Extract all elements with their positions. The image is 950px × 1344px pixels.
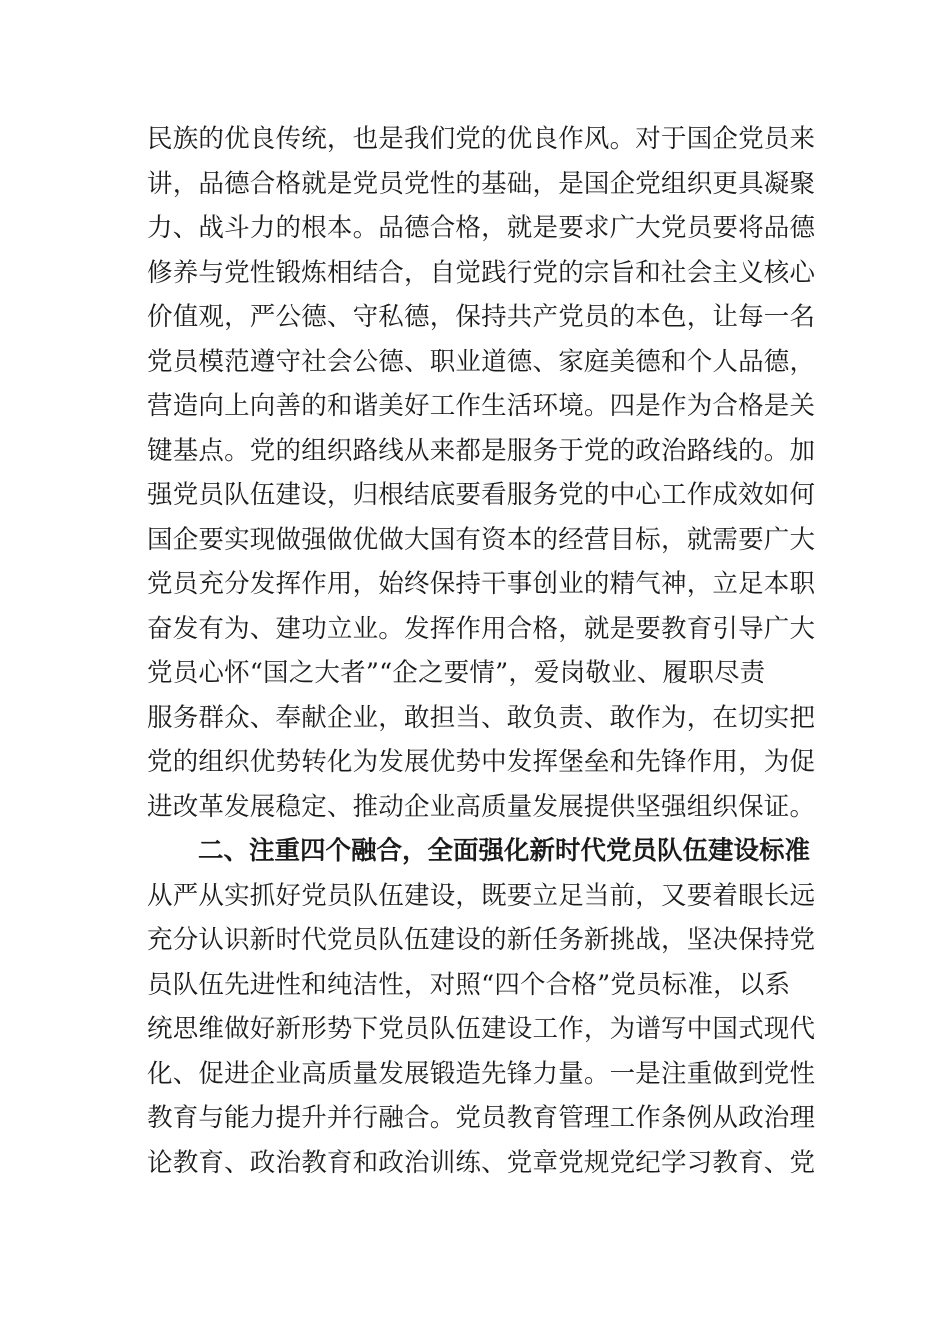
text-line: 讲，品德合格就是党员党性的基础，是国企党组织更具凝聚 — [147, 168, 816, 199]
text-line: 化、促进企业高质量发展锻造先锋力量。一是注重做到党性 — [147, 1058, 816, 1089]
text-line: 服务群众、奉献企业，敢担当、敢负责、敢作为，在切实把 — [147, 702, 816, 733]
text-line: 力、战斗力的根本。品德合格，就是要求广大党员要将品德 — [147, 213, 816, 243]
body-text — [147, 117, 816, 1185]
text-line: 党的组织优势转化为发展优势中发挥堡垒和先锋作用，为促 — [147, 747, 816, 777]
text-line: 论教育、政治教育和政治训练、党章党规党纪学习教育、党 — [147, 1147, 816, 1178]
text-line: 国企要实现做强做优做大国有资本的经营目标，就需要广大 — [147, 524, 816, 555]
text-line: 党员充分发挥作用，始终保持干事创业的精气神，立足本职 — [147, 569, 816, 599]
text-line: 从严从实抓好党员队伍建设，既要立足当前，又要着眼长远 — [147, 880, 816, 911]
section-heading: 二、注重四个融合，全面强化新时代党员队伍建设标准 — [198, 836, 811, 866]
text-line: 充分认识新时代党员队伍建设的新任务新挑战，坚决保持党 — [147, 925, 816, 955]
text-line: 统思维做好新形势下党员队伍建设工作，为谱写中国式现代 — [147, 1014, 816, 1044]
text-line: 修养与党性锻炼相结合，自觉践行党的宗旨和社会主义核心 — [147, 257, 816, 288]
text-line: 员队伍先进性和纯洁性，对照“四个合格”党员标准，以系 — [147, 969, 791, 1000]
text-line: 民族的优良传统，也是我们党的优良作风。对于国企党员来 — [147, 124, 816, 154]
text-line: 教育与能力提升并行融合。党员教育管理工作条例从政治理 — [147, 1103, 816, 1133]
text-line: 党员心怀“国之大者”“企之要情”，爱岗敬业、履职尽责 — [147, 658, 766, 688]
text-line: 键基点。党的组织路线从来都是服务于党的政治路线的。加 — [147, 435, 816, 466]
text-line: 进改革发展稳定、推动企业高质量发展提供坚强组织保证。 — [147, 791, 816, 822]
text-line: 奋发有为、建功立业。发挥作用合格，就是要教育引导广大 — [147, 613, 816, 644]
text-line: 营造向上向善的和谐美好工作生活环境。四是作为合格是关 — [147, 391, 816, 421]
text-line: 党员模范遵守社会公德、职业道德、家庭美德和个人品德， — [147, 346, 816, 377]
text-line: 强党员队伍建设，归根结底要看服务党的中心工作成效如何 — [147, 480, 816, 510]
text-line: 价值观，严公德、守私德，保持共产党员的本色，让每一名 — [147, 302, 816, 332]
